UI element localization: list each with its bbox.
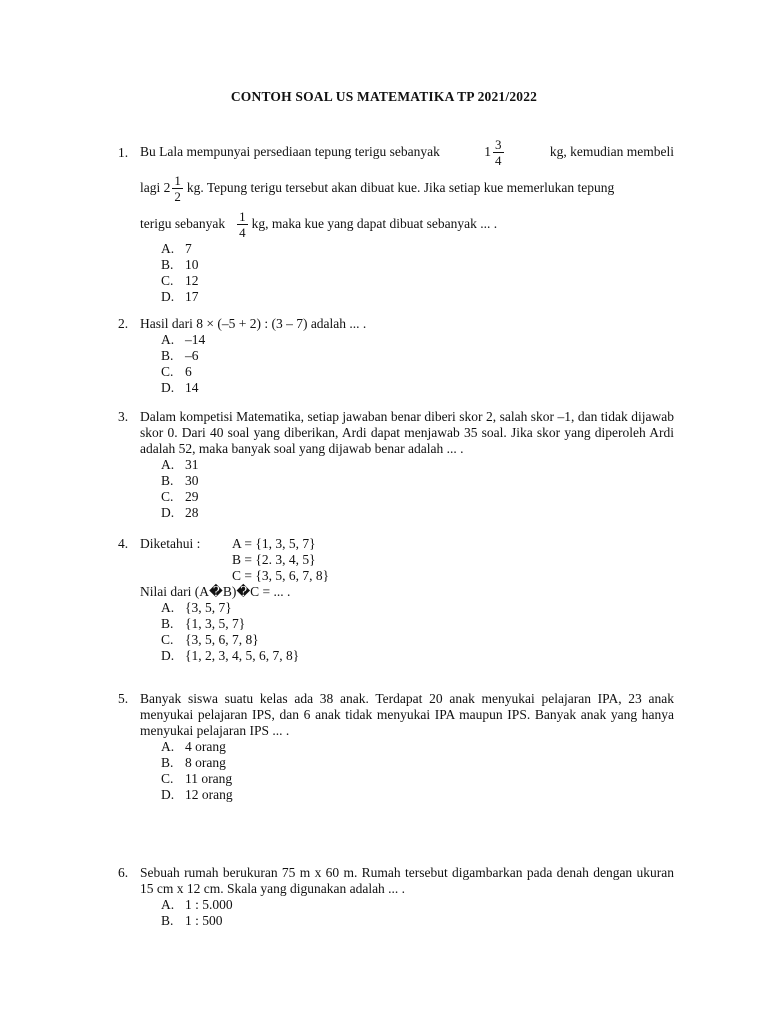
question-2 <box>118 316 674 396</box>
page-title: CONTOH SOAL US MATEMATIKA TP 2021/2022 <box>230 89 538 104</box>
question-3 <box>118 409 674 521</box>
options-list <box>161 739 674 803</box>
option-label: B. <box>161 755 174 770</box>
option-text: 28 <box>185 505 199 520</box>
option-text: –6 <box>185 348 199 363</box>
fraction <box>172 173 183 204</box>
option-label: C. <box>161 489 174 504</box>
option-d[interactable] <box>161 380 674 396</box>
option-b[interactable] <box>161 913 674 929</box>
option-label: D. <box>161 380 175 395</box>
option-text: {3, 5, 7} <box>185 600 232 615</box>
question-line <box>140 207 674 241</box>
question-6 <box>118 865 674 929</box>
option-label: D. <box>161 648 175 663</box>
text-segment: lagi 2 <box>140 180 171 195</box>
option-label: A. <box>161 897 175 912</box>
option-label: D. <box>161 505 175 520</box>
options-list <box>161 332 674 396</box>
option-label: B. <box>161 473 174 488</box>
set-b: B = {2. 3, 4, 5} <box>232 552 316 567</box>
option-d[interactable] <box>161 289 674 305</box>
fraction-denominator: 4 <box>495 152 502 168</box>
question-number: 4. <box>118 536 129 551</box>
option-b[interactable] <box>161 473 674 489</box>
option-b[interactable] <box>161 616 674 632</box>
option-label: B. <box>161 913 174 928</box>
text-segment: terigu sebanyak <box>140 216 226 231</box>
option-a[interactable] <box>161 897 674 913</box>
set-a: A = {1, 3, 5, 7} <box>232 536 316 551</box>
fraction-denominator: 2 <box>174 188 181 204</box>
option-text: –14 <box>185 332 206 347</box>
question-text: Dalam kompetisi Matematika, setiap jawaban benar diberi skor 2, salah skor –1, dan tidak dijawab skor 0. Dari 40 soal yang diberikan, Ardi dapat menjawab 35 soal. Jika skor yang diperoleh Ardi adalah 52, maka banyak soal yang dijawab benar adalah ... . <box>140 409 674 456</box>
options-list <box>161 897 674 929</box>
option-text: {1, 2, 3, 4, 5, 6, 7, 8} <box>185 648 300 663</box>
question-number: 5. <box>118 691 129 706</box>
set-c: C = {3, 5, 6, 7, 8} <box>232 568 330 583</box>
question-text: Sebuah rumah berukuran 75 m x 60 m. Rumah tersebut digambarkan pada denah dengan ukuran 15 cm x 12 cm. Skala yang digunakan adalah ... . <box>140 865 674 896</box>
options-list <box>161 241 674 305</box>
option-label: C. <box>161 771 174 786</box>
fraction-numerator: 3 <box>495 136 502 152</box>
fraction <box>237 209 248 240</box>
option-text: 17 <box>185 289 199 304</box>
question-number: 2. <box>118 316 129 331</box>
sets-intro: Diketahui : <box>140 536 201 551</box>
option-a[interactable] <box>161 332 674 348</box>
option-a[interactable] <box>161 739 674 755</box>
option-text: 12 orang <box>185 787 233 802</box>
option-label: B. <box>161 616 174 631</box>
option-a[interactable] <box>161 241 674 257</box>
option-label: C. <box>161 364 174 379</box>
question-line <box>140 171 674 205</box>
option-text: 30 <box>185 473 199 488</box>
option-label: A. <box>161 600 175 615</box>
option-d[interactable] <box>161 787 674 803</box>
text-segment: kg, maka kue yang dapat dibuat sebanyak ... . <box>251 216 498 231</box>
question-number: 1. <box>118 145 129 160</box>
question-text: Hasil dari 8 × (–5 + 2) : (3 – 7) adalah ... . <box>140 316 367 331</box>
option-text: 1 : 500 <box>185 913 223 928</box>
option-c[interactable] <box>161 273 674 289</box>
question-4 <box>118 536 674 664</box>
option-text: 11 orang <box>185 771 233 786</box>
question-number: 6. <box>118 865 129 880</box>
question-text <box>140 135 674 241</box>
question-1 <box>118 135 674 305</box>
option-text: 1 : 5.000 <box>185 897 233 912</box>
options-list <box>161 600 674 664</box>
option-text: 7 <box>185 241 192 256</box>
option-text: {1, 3, 5, 7} <box>185 616 246 631</box>
option-a[interactable] <box>161 457 674 473</box>
option-d[interactable] <box>161 648 674 664</box>
option-text: {3, 5, 6, 7, 8} <box>185 632 259 647</box>
option-text: 8 orang <box>185 755 226 770</box>
option-c[interactable] <box>161 489 674 505</box>
question-line <box>140 135 674 169</box>
text-segment: Bu Lala mempunyai persediaan tepung terigu sebanyak <box>140 144 440 159</box>
option-b[interactable] <box>161 348 674 364</box>
question-number: 3. <box>118 409 129 424</box>
option-label: C. <box>161 632 174 647</box>
option-c[interactable] <box>161 771 674 787</box>
option-text: 4 orang <box>185 739 226 754</box>
question-5 <box>118 691 674 803</box>
option-label: A. <box>161 739 175 754</box>
option-a[interactable] <box>161 600 674 616</box>
question-text: Nilai dari (A�B)�C = ... . <box>140 584 291 599</box>
option-label: A. <box>161 457 175 472</box>
mixed-fraction <box>484 137 505 168</box>
option-text: 14 <box>185 380 199 395</box>
option-label: A. <box>161 241 175 256</box>
option-b[interactable] <box>161 257 674 273</box>
option-text: 29 <box>185 489 199 504</box>
option-label: D. <box>161 289 175 304</box>
text-segment: kg. Tepung terigu tersebut akan dibuat kue. Jika setiap kue memerlukan tepung <box>186 180 615 195</box>
option-text: 31 <box>185 457 199 472</box>
fraction-denominator: 4 <box>239 224 246 240</box>
option-text: 12 <box>185 273 199 288</box>
option-label: C. <box>161 273 174 288</box>
option-b[interactable] <box>161 755 674 771</box>
fraction <box>493 137 504 168</box>
fraction-whole: 1 <box>484 144 492 159</box>
options-list <box>161 457 674 521</box>
option-c[interactable] <box>161 364 674 380</box>
question-text: Banyak siswa suatu kelas ada 38 anak. Terdapat 20 anak menyukai pelajaran IPA, 23 anak menyukai pelajaran IPS, dan 6 anak tidak menyukai IPA maupun IPS. Banyak anak yang hanya menyukai pelajaran IPS ... . <box>140 691 674 738</box>
option-label: D. <box>161 787 175 802</box>
fraction-numerator: 1 <box>174 172 181 188</box>
option-label: B. <box>161 348 174 363</box>
option-label: A. <box>161 332 175 347</box>
fraction-numerator: 1 <box>239 208 246 224</box>
option-label: B. <box>161 257 174 272</box>
option-d[interactable] <box>161 505 674 521</box>
option-text: 6 <box>185 364 192 379</box>
sets-block <box>140 536 674 584</box>
option-text: 10 <box>185 257 199 272</box>
option-c[interactable] <box>161 632 674 648</box>
text-segment: kg, kemudian membeli <box>549 144 674 159</box>
